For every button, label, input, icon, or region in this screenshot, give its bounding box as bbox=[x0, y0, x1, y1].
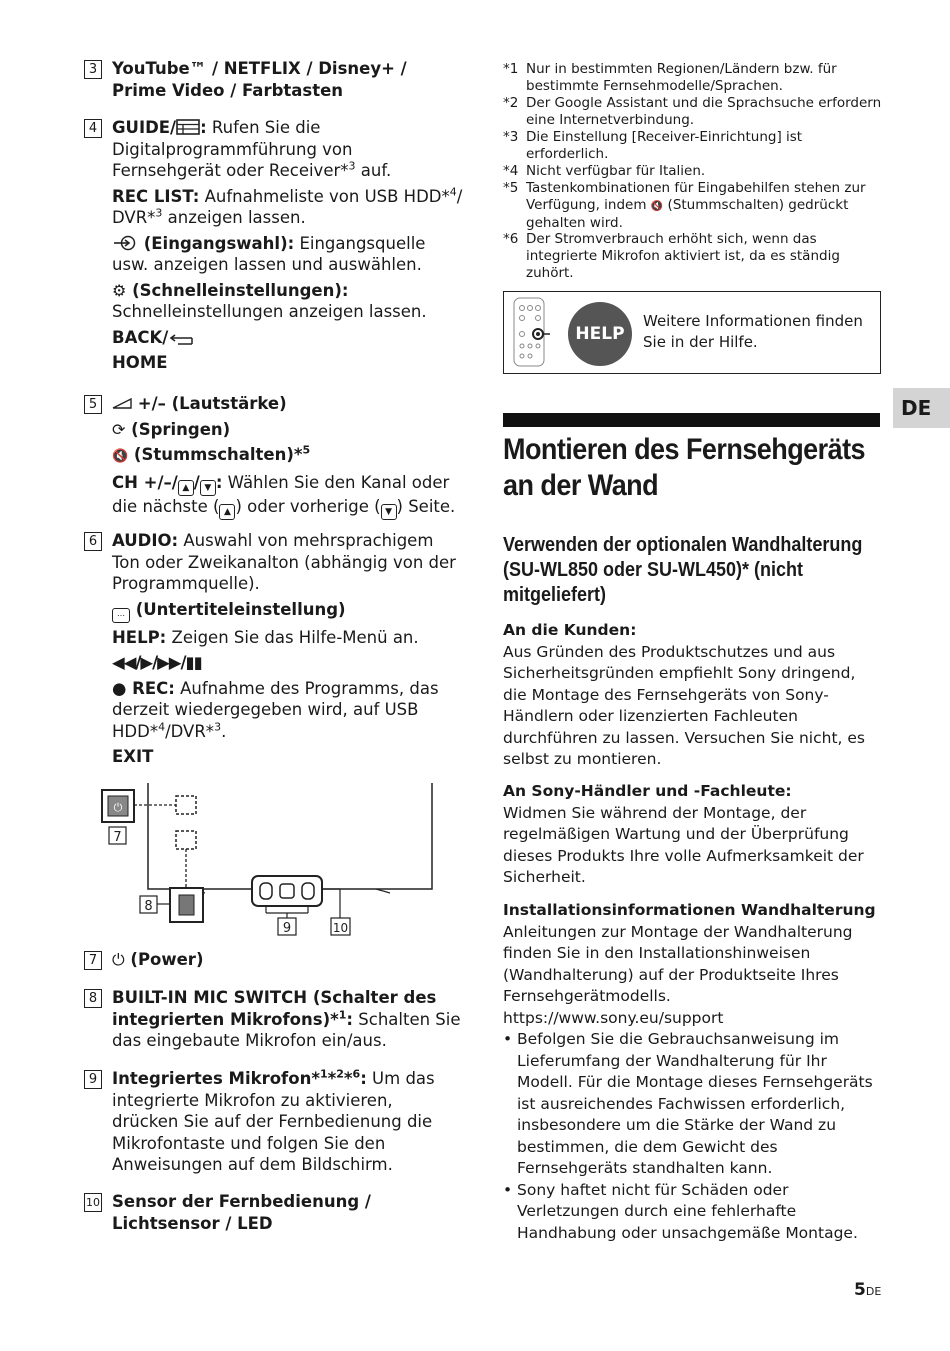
label-7: 7 bbox=[113, 830, 122, 845]
install-text: Anleitungen zur Montage der Wandhalterung finden Sie in den Installationshinweisen (Wandhalterung) auf der Produktseite Ihres Fernsehgerätmodells. bbox=[503, 922, 853, 1005]
label-9: 9 bbox=[282, 921, 292, 936]
mic-switch-text: Schalten Sie das eingebaute Mikrofon ein/aus. bbox=[112, 1009, 461, 1050]
item-9 bbox=[84, 1068, 464, 1176]
footnote-ref: 6 bbox=[352, 1067, 361, 1081]
channel-text-end: ) Seite. bbox=[396, 496, 456, 516]
built-in-mic-text: Um das integrierte Mikrofon zu aktivieren, drücken Sie auf der Fernbedienung die Mikrofontaste und folgen Sie den Anweisungen auf dem Bildschirm. bbox=[112, 1069, 435, 1174]
transport-controls: ◀◀/▶/▶▶/▮▮ bbox=[112, 653, 202, 672]
volume-label: +/– (Lautstärke) bbox=[132, 394, 287, 413]
audio-label: AUDIO: bbox=[112, 531, 179, 550]
rec-list-text: Aufnahmeliste von USB HDD* bbox=[199, 186, 450, 206]
jump-icon: ⟳ bbox=[112, 419, 126, 439]
language-tab: DE bbox=[893, 388, 950, 428]
mute-label: (Stummschalten)* bbox=[128, 445, 303, 464]
label-10: 10 bbox=[332, 921, 349, 935]
input-label: (Eingangswahl): bbox=[138, 233, 295, 253]
item-number: 4 bbox=[84, 119, 102, 138]
svg-text:⏻: ⏻ bbox=[113, 801, 123, 814]
footnote-6 bbox=[503, 231, 883, 282]
footnote-ref: 1 bbox=[338, 1008, 347, 1021]
mic-switch-label: BUILT-IN MIC SWITCH (Schalter des integrierten Mikrofons)* bbox=[112, 988, 437, 1029]
home-label: HOME bbox=[112, 353, 168, 372]
item-10 bbox=[84, 1191, 464, 1234]
channel-label: CH +/–/ bbox=[112, 472, 178, 492]
footnote-key: *4 bbox=[503, 163, 519, 179]
footnote-ref: 2 bbox=[336, 1067, 344, 1081]
channel-colon: : bbox=[215, 472, 223, 492]
customers-block bbox=[503, 620, 883, 771]
rec-list-text: / DVR* bbox=[112, 186, 463, 227]
footnote-text: Tastenkombinationen für Eingabehilfen stehen zur Verfügung, indem bbox=[526, 180, 866, 213]
footnote-ref: 3 bbox=[214, 720, 222, 733]
footnote-1 bbox=[503, 61, 883, 95]
footnote-ref: 1 bbox=[319, 1067, 328, 1081]
footnote-4 bbox=[503, 163, 883, 180]
item-number: 3 bbox=[84, 60, 102, 79]
section-subheading: Verwenden der optionalen Wandhalterung (SU-WL850 oder SU-WL450)* (nicht mitgeliefert) bbox=[503, 534, 863, 606]
subtitle-icon: … bbox=[112, 608, 130, 623]
guide-label: GUIDE/ bbox=[112, 118, 177, 137]
item-number: 7 bbox=[84, 951, 102, 970]
item-3 bbox=[84, 58, 464, 101]
remote-icon bbox=[510, 296, 550, 368]
help-label: HELP: bbox=[112, 627, 167, 647]
footnote-ref: 3 bbox=[155, 206, 163, 220]
install-title: Installationsinformationen Wandhalterung bbox=[503, 901, 876, 919]
dealers-block bbox=[503, 781, 883, 889]
footnote-text: Nur in bestimmten Regionen/Ländern bzw. für bestimmte Fernsehmodelle/Sprachen. bbox=[526, 61, 837, 94]
mute-icon: 🔇 bbox=[112, 449, 129, 464]
guide-colon: : bbox=[200, 118, 207, 137]
page-number bbox=[854, 1280, 881, 1300]
footnote-ref: 5 bbox=[302, 443, 311, 457]
input-text: Eingangsquelle usw. anzeigen lassen und auswählen. bbox=[112, 233, 426, 274]
footnote-key: *5 bbox=[503, 180, 519, 196]
item-title: YouTube™ / NETFLIX / Disney+ / Prime Video / Farbtasten bbox=[112, 59, 407, 100]
customers-title: An die Kunden: bbox=[503, 621, 637, 639]
channel-text: Wählen Sie den Kanal oder die nächste ( bbox=[112, 472, 450, 516]
item-number: 6 bbox=[84, 532, 102, 551]
back-label: BACK/ bbox=[112, 327, 169, 347]
volume-icon bbox=[112, 396, 132, 410]
dealers-title: An Sony-Händler und -Fachleute: bbox=[503, 782, 792, 800]
help-box-text: Weitere Informationen finden Sie in der Hilfe. bbox=[643, 312, 863, 351]
channel-text: ) oder vorherige ( bbox=[235, 496, 381, 516]
item-7 bbox=[84, 949, 464, 971]
quick-settings-text: Schnelleinstellungen anzeigen lassen. bbox=[112, 302, 427, 321]
label-8: 8 bbox=[144, 899, 153, 914]
item-number: 10 bbox=[84, 1193, 102, 1212]
footnote-key: *2 bbox=[503, 95, 519, 111]
rec-list-text-end: anzeigen lassen. bbox=[162, 208, 306, 227]
built-in-mic-label: Integriertes Mikrofon* bbox=[112, 1069, 320, 1088]
footnote-ref: 4 bbox=[158, 720, 166, 733]
footnote-key: *3 bbox=[503, 129, 519, 145]
input-icon bbox=[112, 235, 138, 251]
page-up-icon: ▲ bbox=[219, 504, 235, 520]
footnote-star: * bbox=[327, 1069, 337, 1088]
guide-text-end: auf. bbox=[355, 161, 392, 180]
footnote-5 bbox=[503, 180, 883, 232]
jump-label: (Springen) bbox=[125, 419, 231, 439]
guide-text: Rufen Sie die Digitalprogrammführung von Fernsehgerät oder Receiver* bbox=[112, 118, 353, 180]
guide-icon bbox=[176, 119, 200, 135]
footnote-2 bbox=[503, 95, 883, 129]
help-info-box bbox=[503, 291, 881, 374]
gear-icon: ⚙ bbox=[112, 280, 127, 300]
install-block bbox=[503, 900, 883, 1244]
list-item: • Sony haftet nicht für Schäden oder Verletzungen durch eine fehlerhafte Handhabung oder unsachgemäße Montage. bbox=[503, 1180, 883, 1245]
rec-text-end: . bbox=[221, 721, 227, 741]
power-icon: ⏻ bbox=[112, 950, 125, 969]
section-divider bbox=[503, 413, 880, 427]
footnote-key: *6 bbox=[503, 231, 519, 247]
rec-text: /DVR* bbox=[165, 721, 215, 741]
item-number: 5 bbox=[84, 395, 102, 414]
rec-text: Aufnahme des Programms, das derzeit wiedergegeben wird, auf USB HDD* bbox=[112, 678, 439, 741]
sensor-label: Sensor der Fernbedienung / Lichtsensor / LED bbox=[112, 1192, 371, 1233]
item-number: 9 bbox=[84, 1070, 102, 1089]
item-8 bbox=[84, 987, 464, 1052]
page-up-icon: ▲ bbox=[178, 480, 194, 496]
item-5 bbox=[84, 393, 464, 520]
customers-text: Aus Gründen des Produktschutzes und aus Sicherheitsgründen empfiehlt Sony dringend, die Montage des Fernsehgeräts von Sony-Händlern oder lizenzierten Fachleuten durchführen zu lassen. Versuchen Sie nicht, es selbst zu montieren. bbox=[503, 642, 865, 768]
footnote-key: *1 bbox=[503, 61, 519, 77]
footnote-star: * bbox=[343, 1069, 353, 1088]
help-badge: HELP bbox=[568, 302, 632, 366]
footnote-ref: 4 bbox=[449, 185, 457, 198]
audio-text: Auswahl von mehrsprachigem Ton oder Zweikanalton (abhängig von der Programmquelle). bbox=[112, 531, 456, 593]
exit-label: EXIT bbox=[112, 747, 154, 766]
footnote-3 bbox=[503, 129, 883, 163]
rec-list-label: REC LIST: bbox=[112, 186, 200, 206]
rec-label: ● REC: bbox=[112, 678, 175, 698]
page-number-value: 5 bbox=[854, 1280, 866, 1300]
dealers-text: Widmen Sie während der Montage, der regelmäßigen Wartung und der Überprüfung dieses Produkts Ihre volle Aufmerksamkeit der Sicherheit. bbox=[503, 803, 864, 886]
footnote-ref: 3 bbox=[348, 159, 356, 173]
footnote-text: Nicht verfügbar für Italien. bbox=[526, 163, 706, 179]
tv-diagram bbox=[100, 783, 450, 943]
help-text: Zeigen Sie das Hilfe-Menü an. bbox=[166, 627, 419, 647]
quick-settings-label: (Schnelleinstellungen): bbox=[126, 280, 349, 300]
footnote-text: Der Google Assistant und die Sprachsuche erfordern eine Internetverbindung. bbox=[526, 95, 882, 128]
channel-separator: / bbox=[193, 472, 200, 492]
footnote-text: Der Stromverbrauch erhöht sich, wenn das integrierte Mikrofon aktiviert ist, da es ständig zuhört. bbox=[526, 231, 840, 281]
item-6 bbox=[84, 530, 464, 768]
subtitle-label: (Untertiteleinstellung) bbox=[130, 599, 346, 619]
section-heading: Montieren des Fernsehgeräts an der Wand bbox=[503, 433, 866, 502]
mute-icon: 🔇 bbox=[650, 201, 664, 212]
mic-switch-colon: : bbox=[346, 1009, 354, 1029]
page-down-icon: ▼ bbox=[381, 504, 397, 520]
item-number: 8 bbox=[84, 989, 102, 1008]
power-label: (Power) bbox=[124, 950, 204, 969]
page-suffix: DE bbox=[865, 1285, 882, 1298]
footnote-text: Die Einstellung [Receiver-Einrichtung] ist erforderlich. bbox=[526, 129, 803, 162]
list-item: • Befolgen Sie die Gebrauchsanweisung im Lieferumfang der Wandhalterung für Ihr Modell. Für die Montage dieses Fernsehgeräts ist ausreichendes Fachwissen erforderlich, insbesondere um die Stärke der Wand zu bestimmen, die dem Gewicht des Fernsehgeräts standhalten kann. bbox=[503, 1029, 883, 1180]
item-4 bbox=[84, 117, 464, 374]
back-icon bbox=[168, 330, 194, 346]
support-link[interactable]: https://www.sony.eu/support bbox=[503, 1008, 724, 1027]
footnote-text: (Stummschalten) gedrückt gehalten wird. bbox=[526, 197, 849, 231]
page-down-icon: ▼ bbox=[200, 480, 216, 496]
built-in-mic-colon: : bbox=[360, 1069, 367, 1088]
